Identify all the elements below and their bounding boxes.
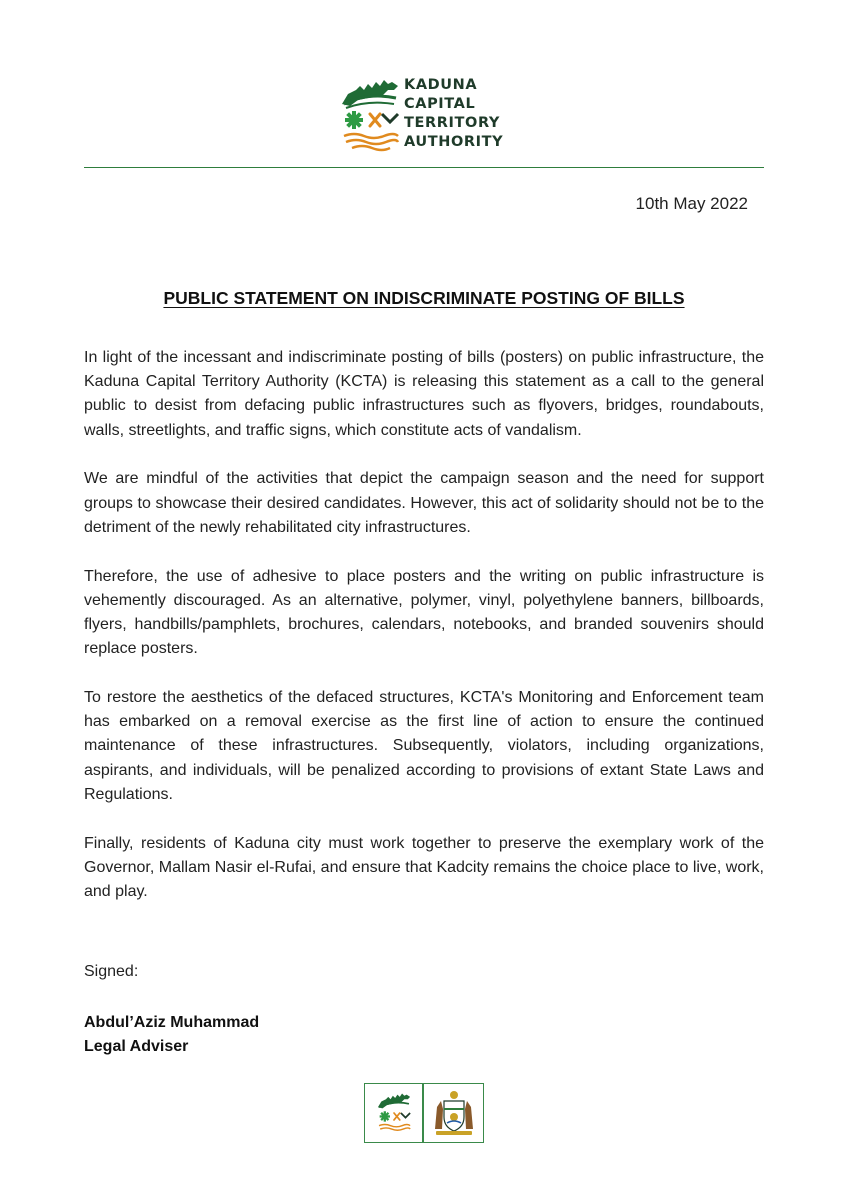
footer-logos: [364, 1083, 484, 1143]
brand-name: [404, 76, 503, 152]
paragraph-1: In light of the incessant and indiscriminate posting of bills (posters) on public infrastructure, the Kaduna Capital Territory Authority (KCTA) is releasing this statement as a call to the general public to desist from defacing public infrastructures such as flyovers, bridges, roundabouts, walls, streetlights, and traffic signs, which constitute acts of vandalism.: [84, 349, 764, 439]
kcta-emblem-icon: [375, 1090, 413, 1136]
paragraph-2: We are mindful of the activities that depict the campaign season and the need for support groups to showcase their desired candidates. However, this act of solidarity should not be to the detriment of the newly rehabilitated city infrastructures.: [84, 470, 764, 536]
letter-date: 10th May 2022: [635, 194, 748, 213]
paragraph-3: Therefore, the use of adhesive to place posters and the writing on public infrastructure is vehemently discouraged. As an alternative, polymer, vinyl, polyethylene banners, billboards, flyers, handbills/pamphlets, brochures, calendars, notebooks, and branded souvenirs should replace posters.: [84, 567, 764, 658]
paragraph-5: Finally, residents of Kaduna city must work together to preserve the exemplary work of the Governor, Mallam Nasir el-Rufai, and ensure that Kadcity remains the choice place to live, work, and play.: [84, 834, 764, 901]
signer-title: Legal Adviser: [84, 1038, 189, 1055]
signer-name: Abdul’Aziz Muhammad: [84, 1014, 260, 1031]
footer-logo-divider: [422, 1084, 424, 1142]
kcta-crocodile-emblem-icon: [338, 74, 402, 154]
statement-title: PUBLIC STATEMENT ON INDISCRIMINATE POSTING OF BILLS: [163, 288, 685, 308]
signature-block: [84, 1011, 259, 1059]
paragraph-4: To restore the aesthetics of the defaced structures, KCTA's Monitoring and Enforcement team has embarked on a removal exercise as the first line of action to ensure the continued maintenance of these infrastructures. Subsequently, violators, including organizations, aspirants, and individuals, will be penalized according to provisions of extant State Laws and Regulations.: [84, 689, 764, 803]
brand-line-4: AUTHORITY: [404, 134, 504, 150]
statement-body: [84, 346, 764, 929]
header-divider: [84, 167, 764, 168]
signoff: Signed:: [84, 963, 139, 980]
brand-line-3: TERRITORY: [404, 115, 501, 131]
brand-line-2: CAPITAL: [404, 96, 476, 112]
kaduna-state-coat-of-arms-icon: [431, 1089, 477, 1137]
brand-line-1: KADUNA: [404, 77, 478, 93]
header-logo: [338, 74, 538, 154]
